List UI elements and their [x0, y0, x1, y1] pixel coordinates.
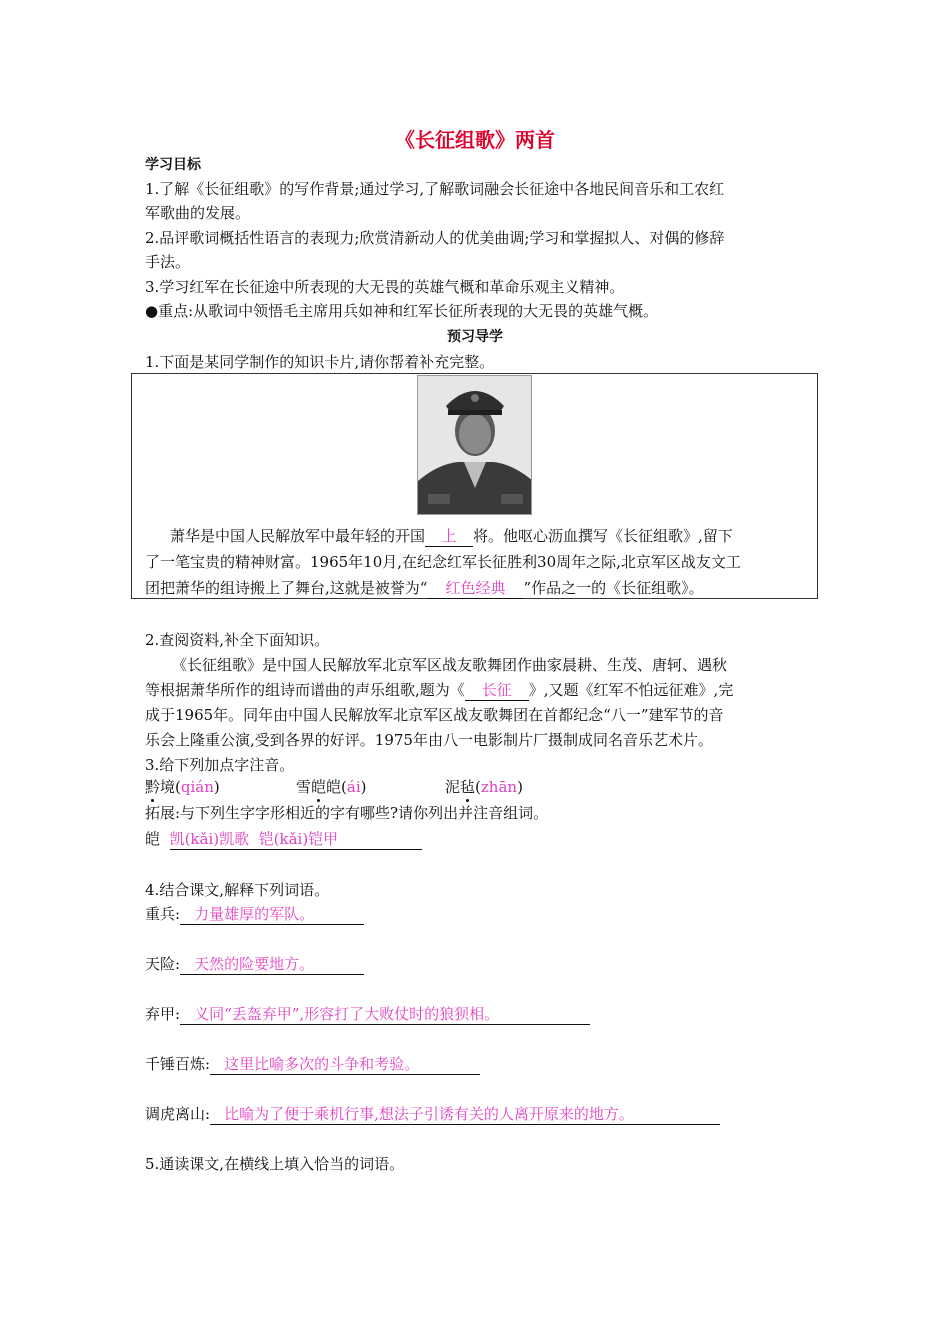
answer-blank: 比喻为了便于乘机行事,想法子引诱有关的人离开原来的地方。 [210, 1103, 720, 1125]
q2-line-2 [145, 679, 733, 701]
objectives-heading: 学习目标 [145, 157, 201, 173]
dotted-char: 皑 [311, 778, 327, 796]
objective-line: 1.了解《长征组歌》的写作背景;通过学习,了解歌词融会长征途中各地民间音乐和工农红 [145, 180, 725, 198]
term: 千锤百炼: [145, 1055, 211, 1073]
q2-line-1: 《长征组歌》是中国人民解放军北京军区战友歌舞团作曲家晨耕、生茂、唐轲、遇秋 [172, 656, 728, 674]
extension-answer-line [145, 828, 422, 850]
pinyin-text: 雪 [296, 778, 312, 796]
pinyin-item [145, 776, 220, 797]
card-line-1 [170, 525, 733, 547]
question-5: 5.通读课文,在横线上填入恰当的词语。 [145, 1155, 405, 1173]
question-3: 3.给下列加点字注音。 [145, 756, 295, 774]
answer-blank: 天然的险要地方。 [180, 953, 364, 975]
q2-text: 》,又题《红军不怕远征难》,完 [528, 681, 734, 699]
pinyin-text: ) [213, 778, 220, 796]
card-line-2: 了一笔宝贵的精神财富。1965年10月,在纪念红军长征胜利30周年之际,北京军区战友文工 [145, 553, 741, 571]
question-2: 2.查阅资料,补全下面知识。 [145, 631, 330, 649]
term: 调虎离山: [145, 1105, 211, 1123]
answer-blank: 这里比喻多次的斗争和考验。 [210, 1053, 480, 1075]
portrait-photo [417, 375, 532, 515]
dotted-char: 毡 [460, 778, 476, 796]
card-line-3 [145, 577, 704, 599]
answer-blank: 上 [425, 525, 473, 547]
definition-row [145, 1103, 720, 1125]
key-point: ●重点:从歌词中领悟毛主席用兵如神和红军长征所表现的大无畏的英雄气概。 [145, 302, 659, 320]
card-text: ”作品之一的《长征组歌》。 [523, 579, 704, 597]
q2-text: 等根据萧华所作的组诗而谱曲的声乐组歌,题为《 [145, 681, 465, 699]
pinyin-item [296, 776, 367, 797]
pinyin-answer: ái [346, 778, 361, 796]
answer-blank: 凯(kǎi)凯歌 铠(kǎi)铠甲 [170, 828, 422, 850]
portrait-image [418, 376, 532, 515]
definition-row [145, 903, 364, 925]
pinyin-text: ) [360, 778, 367, 796]
answer-blank: 力量雄厚的军队。 [180, 903, 364, 925]
q2-line-4: 乐会上隆重公演,受到各界的好评。1975年由八一电影制片厂摄制成同名音乐艺术片。 [145, 731, 713, 749]
answer-blank: 红色经典 [427, 577, 523, 599]
preview-heading: 预习导学 [447, 329, 503, 345]
answer-blank: 长征 [465, 679, 529, 701]
pinyin-text: ) [517, 778, 523, 796]
term: 弃甲: [145, 1005, 181, 1023]
page-title: 《长征组歌》两首 [395, 128, 555, 152]
definition-row [145, 1003, 590, 1025]
question-1: 1.下面是某同学制作的知识卡片,请你帮着补充完整。 [145, 353, 495, 371]
card-text: 将。他呕心沥血撰写《长征组歌》,留下 [473, 527, 733, 545]
definition-row [145, 1053, 480, 1075]
dotted-char: 黔 [145, 778, 161, 796]
pinyin-item [445, 776, 523, 797]
pinyin-answer: zhān [480, 778, 518, 796]
objective-line: 2.品评歌词概括性语言的表现力;欣赏清新动人的优美曲调;学习和掌握拟人、对偶的修辞 [145, 229, 725, 247]
extension-prompt: 拓展:与下列生字字形相近的字有哪些?请你列出并注音组词。 [145, 804, 549, 822]
pinyin-answer: qián [180, 778, 214, 796]
q2-line-3: 成于1965年。同年由中国人民解放军北京军区战友歌舞团在首都纪念“八一”建军节的音 [145, 706, 724, 724]
definition-row [145, 953, 364, 975]
extension-char: 皑 [145, 830, 161, 848]
card-text: 团把萧华的组诗搬上了舞台,这就是被誉为“ [145, 579, 428, 597]
pinyin-text: 泥 [445, 778, 461, 796]
question-4: 4.结合课文,解释下列词语。 [145, 881, 330, 899]
term: 重兵: [145, 905, 181, 923]
objective-line: 手法。 [145, 253, 191, 271]
objective-line: 军歌曲的发展。 [145, 204, 251, 222]
pinyin-text: ( [475, 778, 481, 796]
card-text: 萧华是中国人民解放军中最年轻的开国 [170, 527, 426, 545]
answer-blank: 义同“丢盔弃甲”,形容打了大败仗时的狼狈相。 [180, 1003, 590, 1025]
pinyin-text: 皑( [326, 778, 347, 796]
pinyin-text: 境( [160, 778, 181, 796]
term: 天险: [145, 955, 181, 973]
objective-line: 3.学习红军在长征途中所表现的大无畏的英雄气概和革命乐观主义精神。 [145, 278, 625, 296]
